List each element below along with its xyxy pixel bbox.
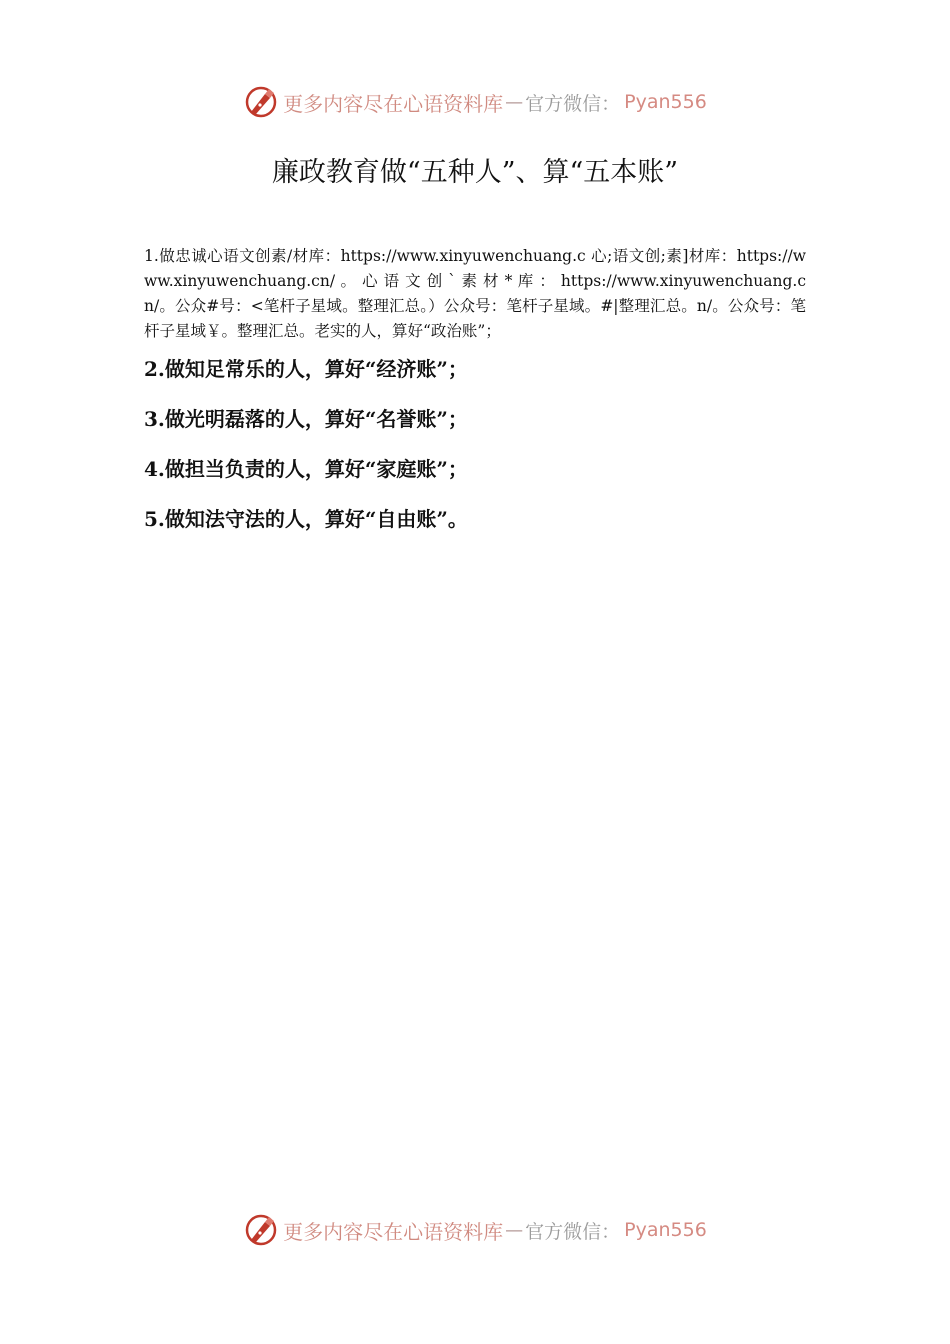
banner-wechat-id: Pyan556	[624, 1219, 707, 1241]
banner-separator: —	[505, 91, 524, 113]
banner-text: 更多内容尽在心语资料库	[283, 1219, 504, 1244]
list-item: 4.做担当负责的人，算好“家庭账”；	[144, 457, 468, 481]
banner-wechat-id: Pyan556	[624, 91, 707, 113]
list-item: 5.做知法守法的人，算好“自由账”。	[144, 507, 468, 531]
banner-text: 更多内容尽在心语资料库	[283, 91, 504, 116]
pen-nib-logo-icon	[243, 84, 279, 120]
document-title: 廉政教育做“五种人”、算“五本账”	[271, 157, 679, 188]
item-list	[144, 344, 806, 544]
list-item: 2.做知足常乐的人，算好“经济账”；	[144, 357, 468, 381]
paragraph-1: 1.做忠诚心语文创素/材库：https://www.xinyuwenchuang.c 心;语文创;素]材库：https://www.xinyuwenchuang.cn/ 。 心 语 文 创 ` 素 材 * 库 ： https://www.xinyuwenchuang.cn/。公众#号：<笔杆子星域。整理汇总。）公众号：笔杆子星域。#|整理汇总。n/。公众号：笔杆子星域￥。整理汇总。老实的人，算好“政治账”；	[144, 247, 806, 340]
banner-wechat-label: 官方微信：	[525, 1220, 621, 1243]
document-body	[144, 244, 806, 544]
pen-nib-logo-icon	[243, 1212, 279, 1248]
banner-wechat-label: 官方微信：	[525, 92, 621, 115]
footer-banner	[0, 1210, 950, 1250]
list-item: 3.做光明磊落的人，算好“名誉账”；	[144, 407, 468, 431]
banner-separator: —	[505, 1219, 524, 1241]
header-banner	[0, 82, 950, 122]
